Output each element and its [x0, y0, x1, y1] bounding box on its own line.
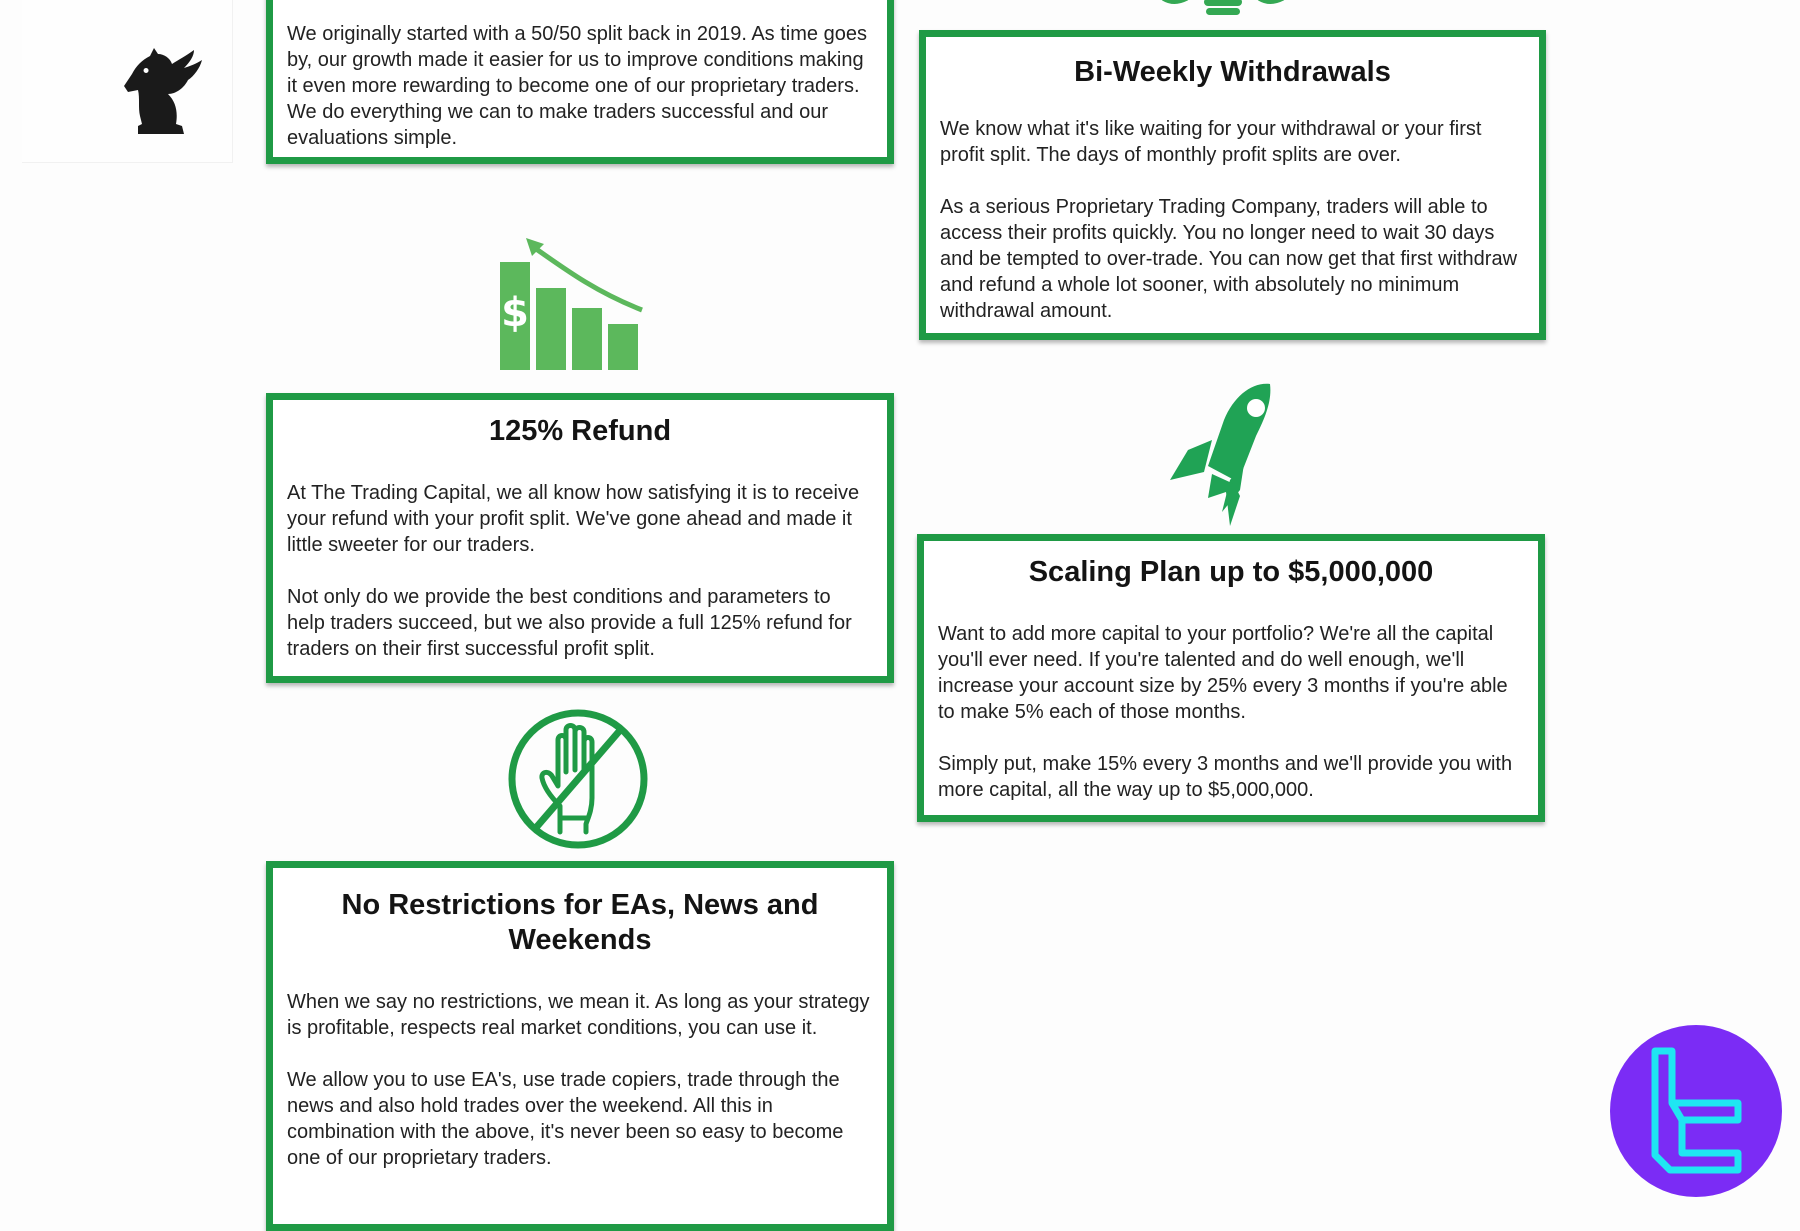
- rocket-icon: [1168, 380, 1280, 526]
- intro-card: [266, 0, 894, 164]
- winged-horse-logo-icon[interactable]: [118, 46, 204, 136]
- restrictions-paragraph-2: We allow you to use EA's, use trade copiers, trade through the news and also hold trades over the weekend. All this in combination with the above, it's never been so easy to become one of our proprietary traders.: [287, 1069, 844, 1169]
- scaling-title: Scaling Plan up to $5,000,000: [1028, 556, 1434, 588]
- scaling-paragraph-1: Want to add more capital to your portfolio? We're all the capital you'll ever need. If you're talented and do well enough, we'll increase your account size by 25% every 3 months if you're able to make 5% each of those months.: [938, 623, 1508, 723]
- scaling-paragraph-2: Simply put, make 15% every 3 months and we'll provide you with more capital, all the way up to $5,000,000.: [938, 753, 1513, 801]
- intro-paragraph: We originally started with a 50/50 split back in 2019. As time goes by, our growth made it easier for us to improve conditions making it even more rewarding to become one of our proprietary traders. We do everything we can to make traders successful and our evaluations simple.: [287, 23, 867, 149]
- restrictions-title: No Restrictions for EAs, News and Weekends: [341, 889, 819, 956]
- refund-card: [266, 393, 894, 683]
- refund-paragraph-1: At The Trading Capital, we all know how satisfying it is to receive your refund with your profit split. We've gone ahead and made it little sweeter for our traders.: [287, 482, 860, 556]
- withdrawals-paragraph-2: As a serious Proprietary Trading Company, traders will able to access their profits quickly. You no longer need to wait 30 days and be tempted to over-trade. You can now get that first withdraw and refund a whole lot sooner, with absolutely no minimum withdrawal amount.: [940, 196, 1518, 322]
- logo-panel: [22, 0, 233, 163]
- scaling-plan-card: [917, 534, 1545, 822]
- no-restrictions-hand-icon: [506, 706, 650, 852]
- no-restrictions-card: [266, 861, 894, 1231]
- chart-dollar-symbol: $: [501, 290, 529, 336]
- withdrawals-card: [919, 30, 1546, 340]
- refund-title: 125% Refund: [488, 415, 672, 447]
- withdrawals-paragraph-1: We know what it's like waiting for your withdrawal or your first profit split. The days of monthly profit splits are over.: [940, 118, 1482, 166]
- coin-stack-icon: [1160, 0, 1286, 20]
- withdrawals-title: Bi-Weekly Withdrawals: [1074, 56, 1391, 88]
- restrictions-paragraph-1: When we say no restrictions, we mean it. As long as your strategy is profitable, respects real market conditions, you can use it.: [287, 991, 870, 1039]
- tc-brand-badge-icon: [1610, 1025, 1782, 1197]
- dollar-bar-chart-icon: [496, 236, 644, 372]
- refund-paragraph-2: Not only do we provide the best conditions and parameters to help traders succeed, but we also provide a full 125% refund for traders on their first successful profit split.: [287, 586, 852, 660]
